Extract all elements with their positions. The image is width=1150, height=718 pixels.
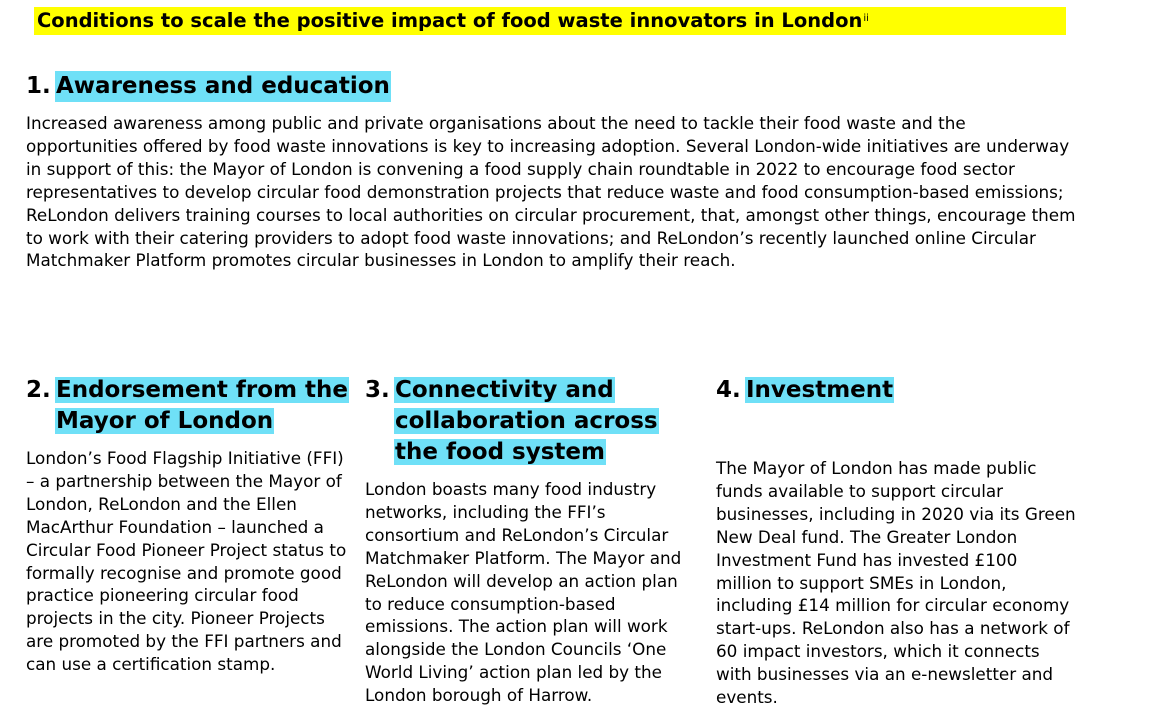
section-2-body: London’s Food Flagship Initiative (FFI) – a partnership between the Mayor of London, ReLondon and the Ellen MacArthur Foundation – launched a Circular Food Pioneer Project status to formally recognise and promote good practice pioneering circular food projects in the city. Pioneer Projects are promoted by the FFI partners and can use a certification stamp. [26, 448, 347, 675]
section-2-heading [26, 375, 351, 437]
section-3-title-wrap [394, 375, 701, 468]
section-4-heading [716, 375, 1076, 406]
section-3-heading [365, 375, 701, 468]
page-title-text: Conditions to scale the positive impact of food waste innovators in London [37, 9, 863, 32]
section-4-title: Investment [746, 377, 894, 403]
section-1-heading [26, 71, 391, 102]
section-3-body: London boasts many food industry networks, including the FFI’s consortium and ReLondon’s Circular Matchmaker Platform. The Mayor and ReLondon will develop an action plan to reduce consumption-based emissions. The action plan will work alongside the London Councils ‘One World Living’ action plan led by the London borough of Harrow. [365, 479, 682, 706]
section-4-title-wrap [745, 375, 894, 406]
section-2-title-wrap [55, 375, 351, 437]
section-2-number: 2. [26, 377, 51, 403]
title-endnote-ref: ii [863, 13, 869, 24]
section-1-body: Increased awareness among public and private organisations about the need to tackle their food waste and the opportunities offered by food waste innovations is key to increasing adoption. Several London-wide initiatives are underway in support of this: the Mayor of London is convening a food supply chain roundtable in 2022 to encourage food sector representatives to develop circular food demonstration projects that reduce waste and food consumption-based emissions; ReLondon delivers training courses to local authorities on circular procurement, that, amongst other things, encourage them to work with their catering providers to adopt food waste innovations; and ReLondon’s recently launched online Circular Matchmaker Platform promotes circular businesses in London to amplify their reach. [26, 113, 1076, 271]
page-title [37, 9, 869, 33]
section-4-body: The Mayor of London has made public funds available to support circular businesses, including in 2020 via its Green New Deal fund. The Greater London Investment Fund has invested £100 million to support SMEs in London, including £14 million for circular economy start-ups. ReLondon also has a network of 60 impact investors, which it connects with businesses via an e-newsletter and events. [716, 458, 1076, 708]
section-4-number: 4. [716, 377, 741, 403]
section-1-number: 1. [26, 73, 51, 99]
section-2-title: Endorsement from the Mayor of London [56, 377, 349, 434]
section-1-title: Awareness and education [55, 71, 391, 102]
section-3-title: Connectivity and collaboration across the food system [395, 377, 658, 465]
section-3-number: 3. [365, 377, 390, 403]
